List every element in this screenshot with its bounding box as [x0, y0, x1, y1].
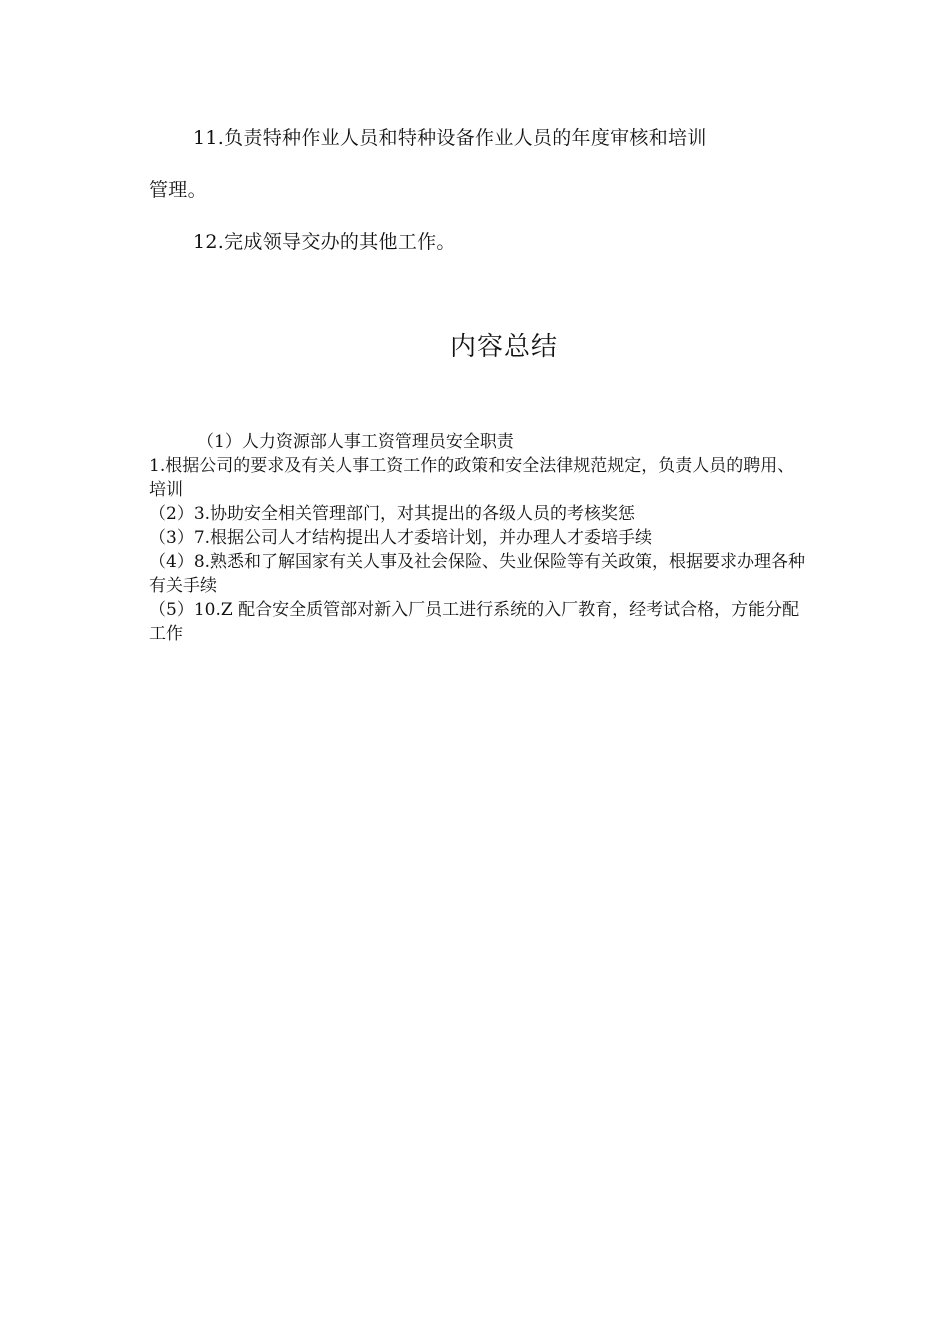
summary-item: 1.根据公司的要求及有关人事工资工作的政策和安全法律规范规定，负责人员的聘用、培训	[149, 456, 795, 500]
summary-item: （3）7.根据公司人才结构提出人才委培计划，并办理人才委培手续	[149, 528, 653, 548]
summary-item: （4）8.熟悉和了解国家有关人事及社会保险、失业保险等有关政策，根据要求办理各种有关手续	[149, 552, 806, 596]
summary-list	[149, 430, 809, 646]
summary-item: （1）人力资源部人事工资管理员安全职责	[197, 432, 514, 452]
summary-title: 内容总结	[449, 332, 558, 362]
summary-item: （5）10.Z 配合安全质管部对新入厂员工进行系统的入厂教育，经考试合格，方能分配工作	[149, 600, 800, 644]
paragraph-11-line-1: 11.负责特种作业人员和特种设备作业人员的年度审核和培训	[193, 127, 707, 149]
paragraph-11-line-2: 管理。	[149, 179, 207, 201]
paragraph-12: 12.完成领导交办的其他工作。	[193, 231, 456, 253]
summary-item: （2）3.协助安全相关管理部门，对其提出的各级人员的考核奖惩	[149, 504, 636, 524]
